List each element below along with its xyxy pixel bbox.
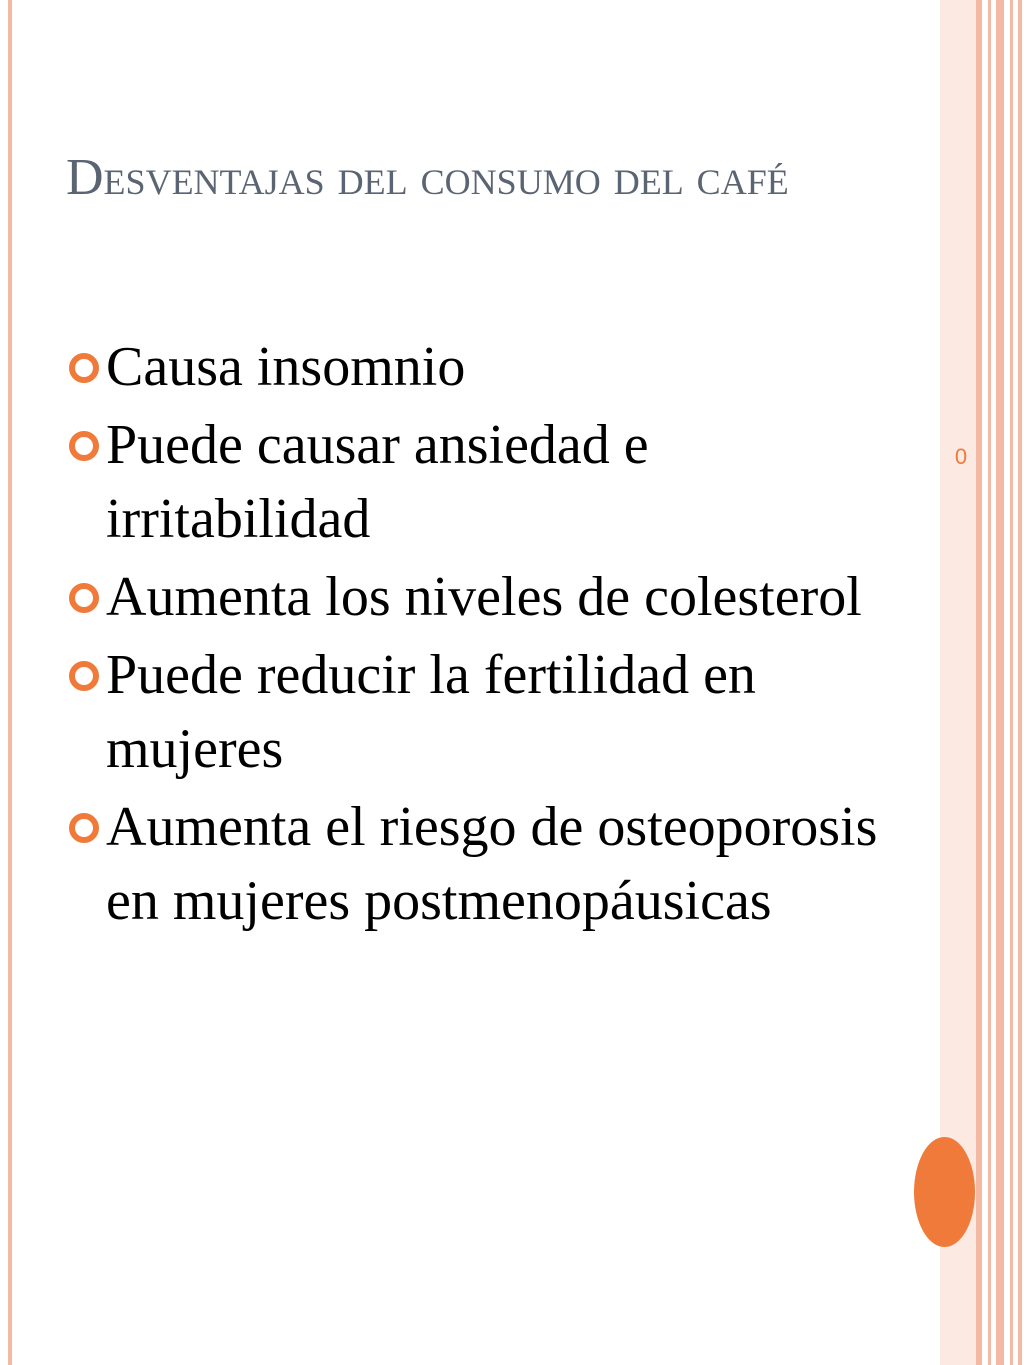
bullet-text: Puede reducir la fertilidad en mujeres	[106, 644, 756, 780]
right-stripe	[1010, 0, 1013, 1365]
left-border-rule	[8, 0, 12, 1365]
bullet-item	[66, 330, 886, 404]
right-stripe	[1018, 0, 1022, 1365]
right-stripe	[988, 0, 991, 1365]
bullet-text: Puede causar ansiedad e irritabilidad	[106, 414, 649, 550]
orange-ring-bullet-icon	[68, 812, 100, 844]
bullet-list	[66, 330, 886, 942]
slide-title: Desventajas del consumo del café	[66, 149, 789, 206]
bullet-item	[66, 638, 886, 786]
bullet-text: Aumenta el riesgo de osteoporosis en mujeres postmenopáusicas	[106, 796, 878, 932]
right-stripe	[976, 0, 982, 1365]
orange-ring-bullet-icon	[68, 660, 100, 692]
orange-ring-bullet-icon	[68, 352, 100, 384]
orange-oval-decoration	[914, 1137, 975, 1247]
orange-ring-bullet-icon	[68, 430, 100, 462]
bullet-text: Aumenta los niveles de colesterol	[106, 566, 862, 628]
right-stripe	[996, 0, 1004, 1365]
bullet-item	[66, 408, 886, 556]
bullet-item	[66, 560, 886, 634]
bullet-text: Causa insomnio	[106, 336, 466, 398]
slide-number: 0	[954, 444, 968, 469]
bullet-item	[66, 790, 886, 938]
orange-ring-bullet-icon	[68, 582, 100, 614]
